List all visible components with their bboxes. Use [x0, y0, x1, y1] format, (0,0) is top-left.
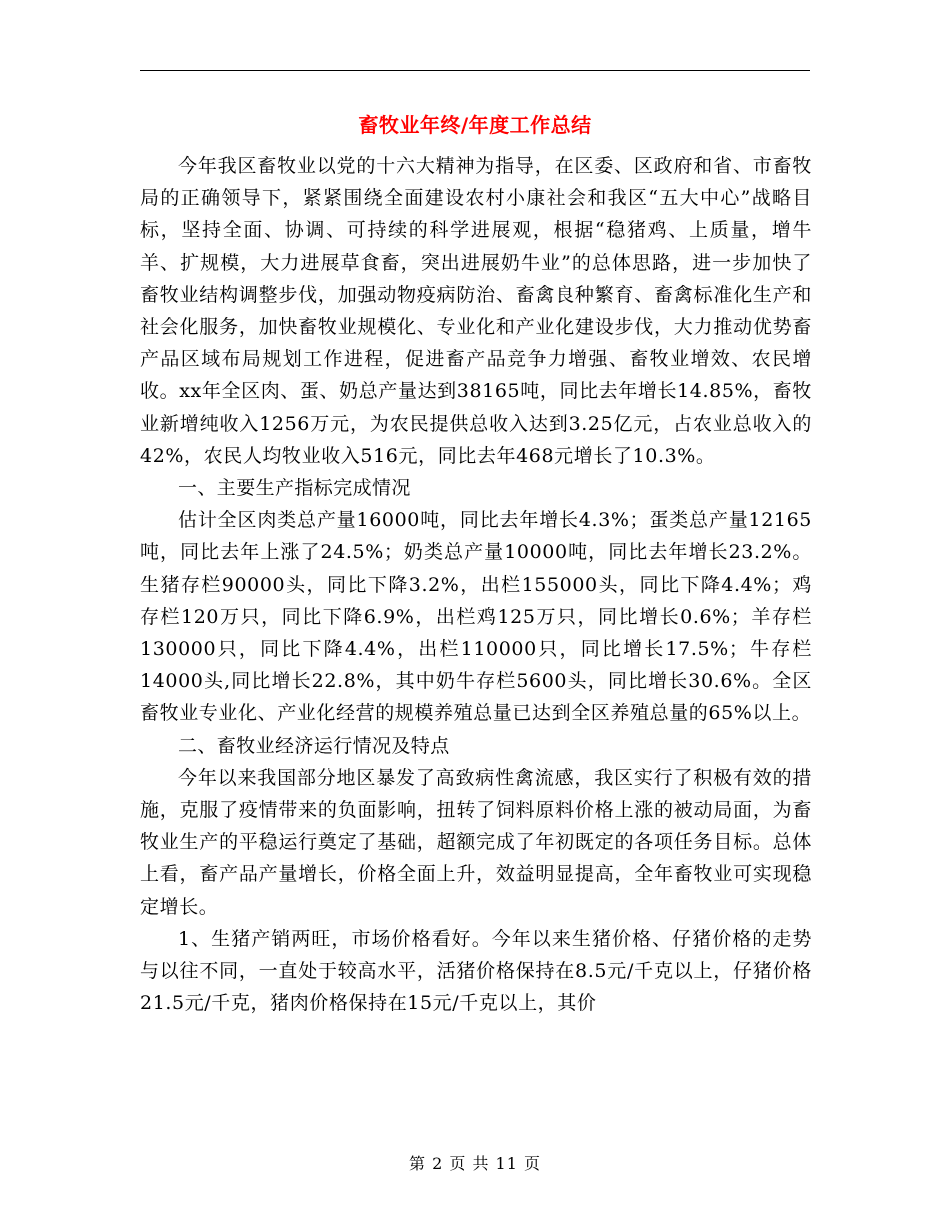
paragraph-pig-market: 1、生猪产销两旺，市场价格看好。今年以来生猪价格、仔猪价格的走势与以往不同，一直处于较高水平，活猪价格保持在8.5元/千克以上，仔猪价格21.5元/千克，猪肉价格保持在15元/千克以上，其价 [140, 927, 812, 1015]
document-title: 畜牧业年终/年度工作总结 [358, 113, 592, 137]
paragraph-economic-operation: 今年以来我国部分地区暴发了高致病性禽流感，我区实行了积极有效的措施，克服了疫情带来的负面影响，扭转了饲料原料价格上涨的被动局面，为畜牧业生产的平稳运行奠定了基础，超额完成了年初既定的各项任务目标。总体上看，畜产品产量增长，价格全面上升，效益明显提高，全年畜牧业可实现稳定增长。 [140, 766, 812, 918]
page-footer: 第 2 页 共 11 页 [409, 1154, 541, 1173]
paragraph-production-indicators: 估计全区肉类总产量16000吨，同比去年增长4.3%；蛋类总产量12165吨，同比去年上涨了24.5%；奶类总产量10000吨，同比去年增长23.2%。生猪存栏90000头，同比下降3.2%，出栏155000头，同比下降4.4%；鸡存栏120万只，同比下降6.9%，出栏鸡125万只，同比增长0.6%；羊存栏130000只，同比下降4.4%，出栏110000只，同比增长17.5%；牛存栏14000头,同比增长22.8%，其中奶牛存栏5600头，同比增长30.6%。全区畜牧业专业化、产业化经营的规模养殖总量已达到全区养殖总量的65%以上。 [140, 509, 812, 725]
section-heading-1: 一、主要生产指标完成情况 [178, 477, 411, 500]
header-rule [140, 70, 810, 71]
paragraph-intro: 今年我区畜牧业以党的十六大精神为指导，在区委、区政府和省、市畜牧局的正确领导下，紧紧围绕全面建设农村小康社会和我区“五大中心”战略目标，坚持全面、协调、可持续的科学进展观，根据“稳猪鸡、上质量，增牛羊、扩规模，大力进展草食畜，突出进展奶牛业”的总体思路，进一步加快了畜牧业结构调整步伐，加强动物疫病防治、畜禽良种繁育、畜禽标准化生产和社会化服务，加快畜牧业规模化、专业化和产业化建设步伐，大力推动优势畜产品区域布局规划工作进程，促进畜产品竞争力增强、畜牧业增效、农民增收。xx年全区肉、蛋、奶总产量达到38165吨，同比去年增长14.85%，畜牧业新增纯收入1256万元，为农民提供总收入达到3.25亿元，占农业总收入的42%，农民人均牧业收入516元，同比去年468元增长了10.3%。 [140, 155, 812, 467]
section-heading-2: 二、畜牧业经济运行情况及特点 [178, 734, 450, 757]
document-body [140, 150, 812, 1019]
